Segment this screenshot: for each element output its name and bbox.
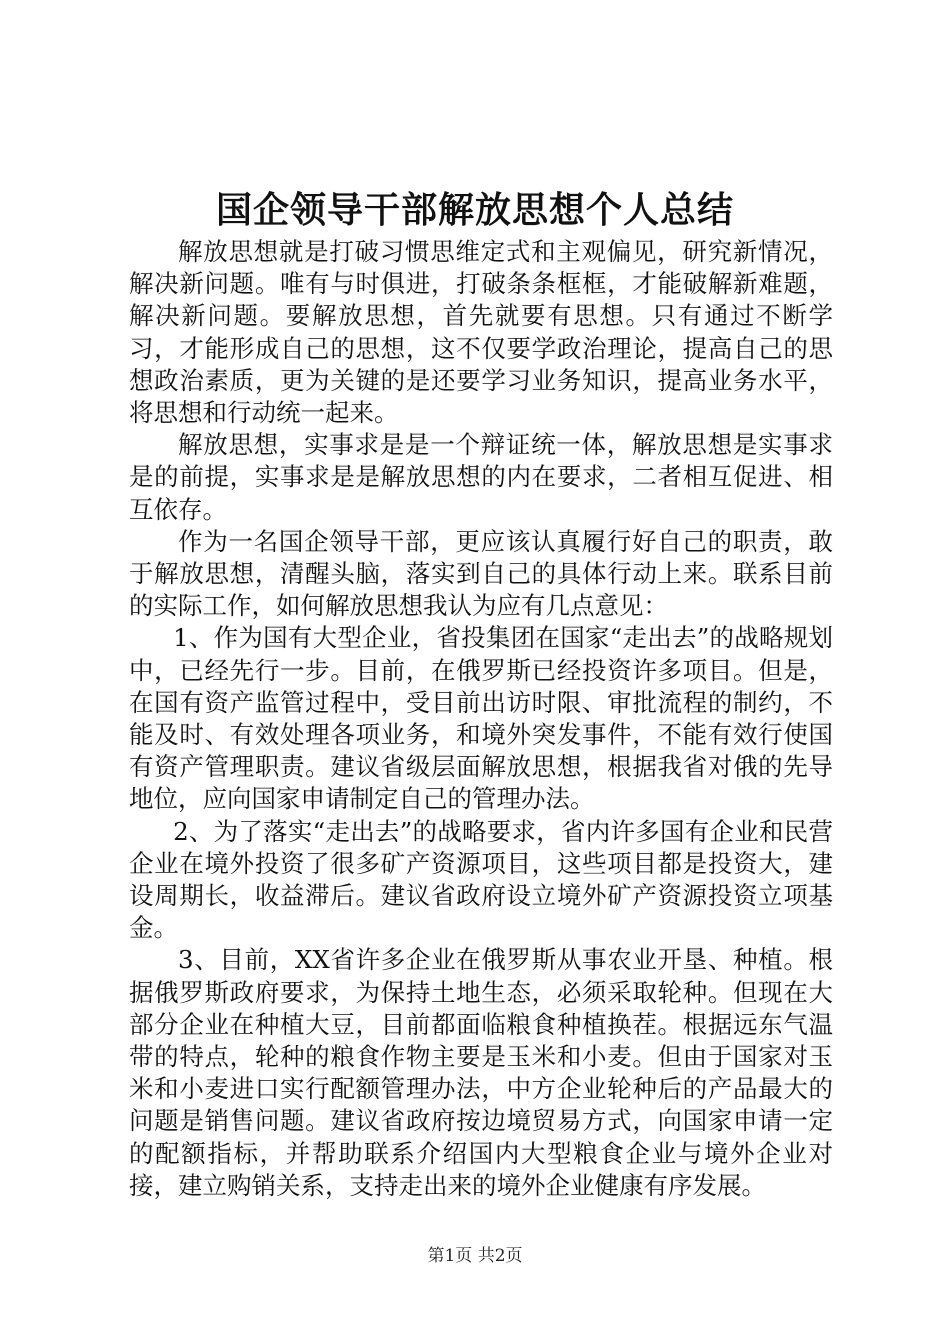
paragraph-3: 作为一名国企领导干部，更应该认真履行好自己的职责，敢于解放思想，清醒头脑，落实到自己的具体行动上来。联系目前的实际工作，如何解放思想我认为应有几点意见： xyxy=(129,526,833,621)
paragraph-4-item-1: 1、作为国有大型企业，省投集团在国家“走出去”的战略规划中，已经先行一步。目前，在俄罗斯已经投资许多项目。但是，在国有资产监管过程中，受目前出访时限、审批流程的制约，不能及时、有效处理各项业务，和境外突发事件，不能有效行使国有资产管理职责。建议省级层面解放思想，根据我省对俄的先导地位，应向国家申请制定自己的管理办法。 xyxy=(129,623,833,814)
page-number-footer: 第1页 共2页 xyxy=(427,1246,523,1266)
document-title: 国企领导干部解放思想个人总结 xyxy=(215,189,734,231)
paragraph-6-item-3: 3、目前，XX省许多企业在俄罗斯从事农业开垦、种植。根据俄罗斯政府要求，为保持土地生态，必须采取轮种。但现在大部分企业在种植大豆，目前都面临粮食种植换茬。根据远东气温带的特点，轮种的粮食作物主要是玉米和小麦。但由于国家对玉米和小麦进口实行配额管理办法，中方企业轮种后的产品最大的问题是销售问题。建议省政府按边境贸易方式，向国家申请一定的配额指标，并帮助联系介绍国内大型粮食企业与境外企业对接，建立购销关系，支持走出来的境外企业健康有序发展。 xyxy=(129,945,833,1200)
paragraph-1: 解放思想就是打破习惯思维定式和主观偏见，研究新情况，解决新问题。唯有与时俱进，打破条条框框，才能破解新难题，解决新问题。要解放思想，首先就要有思想。只有通过不断学习，才能形成自己的思想，这不仅要学政治理论，提高自己的思想政治素质，更为关键的是还要学习业务知识，提高业务水平，将思想和行动统一起来。 xyxy=(129,237,833,428)
paragraph-5-item-2: 2、为了落实“走出去”的战略要求，省内许多国有企业和民营企业在境外投资了很多矿产资源项目，这些项目都是投资大，建设周期长，收益滞后。建议省政府设立境外矿产资源投资立项基金。 xyxy=(129,816,833,943)
document-body xyxy=(129,236,833,1202)
paragraph-2: 解放思想，实事求是是一个辩证统一体，解放思想是实事求是的前提，实事求是是解放思想的内在要求，二者相互促进、相互依存。 xyxy=(129,430,833,524)
